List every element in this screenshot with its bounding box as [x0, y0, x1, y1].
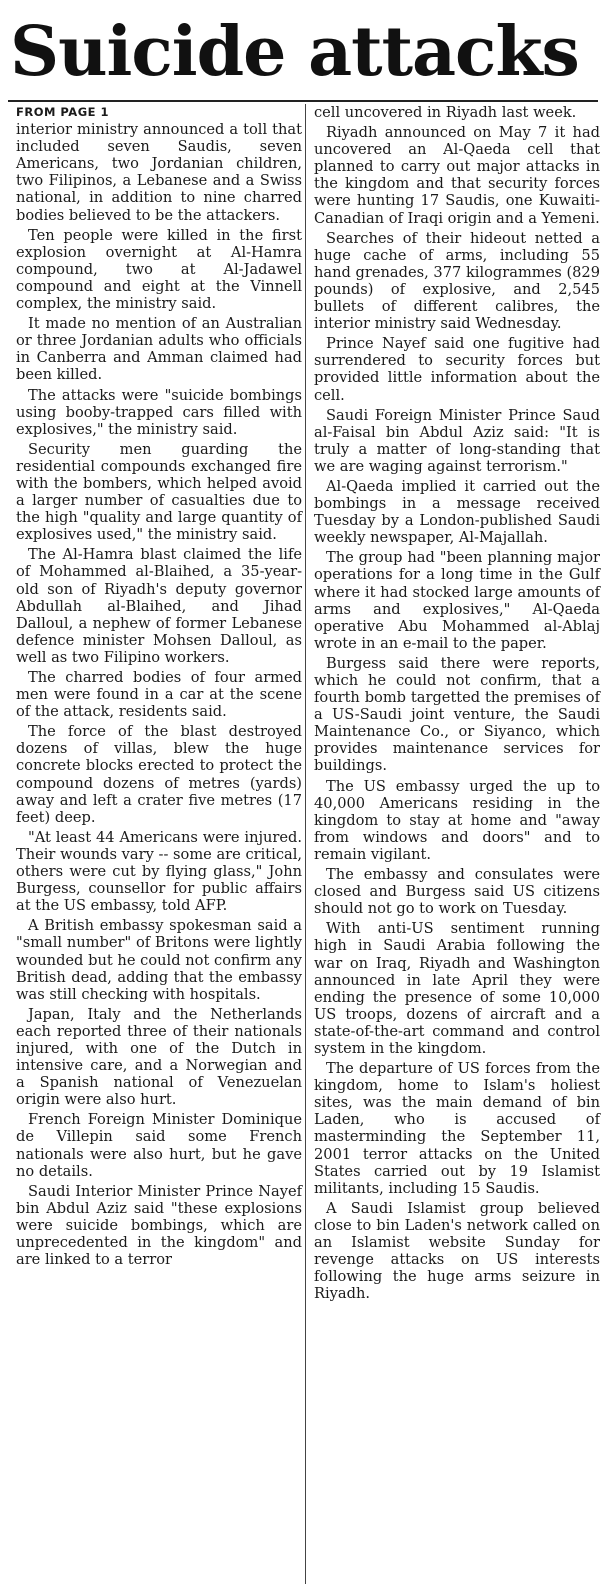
- paragraph: Japan, Italy and the Netherlands each reported three of their nationals injured, with one of the Dutch in intensive care, and a Norwegian and a Spanish national of Venezuelan origin were also hurt.: [16, 1005, 302, 1109]
- paragraph: It made no mention of an Australian or three Jordanian adults who officials in Canberra and Amman claimed had been killed.: [16, 315, 302, 384]
- paragraph: Ten people were killed in the first explosion overnight at Al-Hamra compound, two at Al-Jadawel compound and eight at the Vinnell complex, the ministry said.: [16, 226, 302, 313]
- left-column: [16, 104, 302, 1271]
- paragraph: A British embassy spokesman said a "small number" of Britons were lightly wounded but he could not confirm any British dead, adding that the embassy was still checking with hospitals.: [16, 917, 302, 1003]
- headline-rule: [8, 100, 598, 102]
- paragraph: Saudi Interior Minister Prince Nayef bin Abdul Aziz said "these explosions were suicide bombings, which are unprecedented in the kingdom" and are linked to a terror: [16, 1182, 302, 1269]
- paragraph: Prince Nayef said one fugitive had surrendered to security forces but provided little information about the cell.: [314, 335, 600, 404]
- paragraph: The charred bodies of four armed men were found in a car at the scene of the attack, residents said.: [16, 669, 302, 721]
- paragraph: Searches of their hideout netted a huge cache of arms, including 55 hand grenades, 377 kilogrammes (829 pounds) of explosive, and 2,545 bullets of different calibres, the interior ministry said Wednesday.: [314, 229, 600, 333]
- kicker-from-page: FROM PAGE 1: [16, 105, 110, 119]
- paragraph: cell uncovered in Riyadh last week.: [314, 104, 577, 121]
- paragraph: French Foreign Minister Dominique de Villepin said some French nationals were also hurt, but he gave no details.: [16, 1111, 302, 1180]
- paragraph: Saudi Foreign Minister Prince Saud al-Faisal bin Abdul Aziz said: "It is truly a matter of long-standing that we are waging against terrorism.": [314, 406, 600, 475]
- column-divider: [305, 104, 306, 1584]
- paragraph: Burgess said there were reports, which he could not confirm, that a fourth bomb targetted the premises of a US-Saudi joint venture, the Saudi Maintenance Co., or Siyanco, which provides maintenance services for buildings.: [314, 654, 600, 775]
- paragraph: Al-Qaeda implied it carried out the bombings in a message received Tuesday by a London-published Saudi weekly newspaper, Al-Majallah.: [314, 477, 600, 547]
- paragraph: The US embassy urged the up to 40,000 Americans residing in the kingdom to stay at home and "away from windows and doors" and to remain vigilant.: [314, 777, 600, 863]
- headline: Suicide attacks: [10, 12, 579, 92]
- paragraph: The Al-Hamra blast claimed the life of Mohammed al-Blaihed, a 35-year-old son of Riyadh's deputy governor Abdullah al-Blaihed, and Jihad Dalloul, a nephew of former Lebanese defence minister Mohsen Dalloul, as well as two Filipino workers.: [16, 546, 302, 666]
- paragraph: A Saudi Islamist group believed close to bin Laden's network called on an Islamist website Sunday for revenge attacks on US interests following the huge arms seizure in Riyadh.: [314, 1199, 600, 1303]
- right-column: [314, 104, 600, 1305]
- paragraph: With anti-US sentiment running high in Saudi Arabia following the war on Iraq, Riyadh and Washington announced in late April they were ending the presence of some 10,000 US troops, dozens of aircraft and a state-of-the-art command and control system in the kingdom.: [314, 920, 600, 1057]
- paragraph: The embassy and consulates were closed and Burgess said US citizens should not go to work on Tuesday.: [314, 866, 600, 918]
- paragraph: The attacks were "suicide bombings using booby-trapped cars filled with explosives," the ministry said.: [16, 386, 302, 438]
- paragraph: "At least 44 Americans were injured. Their wounds vary -- some are critical, others were cut by flying glass," John Burgess, counsellor for public affairs at the US embassy, told AFP.: [16, 828, 302, 915]
- paragraph: The departure of US forces from the kingdom, home to Islam's holiest sites, was the main demand of bin Laden, who is accused of masterminding the September 11, 2001 terror attacks on the United States carried out by 19 Islamist militants, including 15 Saudis.: [314, 1060, 600, 1197]
- paragraph: The force of the blast destroyed dozens of villas, blew the huge concrete blocks erected to protect the compound dozens of metres (yards) away and left a crater five metres (17 feet) deep.: [16, 723, 302, 826]
- paragraph: Riyadh announced on May 7 it had uncovered an Al-Qaeda cell that planned to carry out major attacks in the kingdom and that security forces were hunting 17 Saudis, one Kuwaiti-Canadian of Iraqi origin and a Yemeni.: [314, 124, 600, 227]
- paragraph: Security men guarding the residential compounds exchanged fire with the bombers, which helped avoid a larger number of casualties due to the high "quality and large quantity of explosives used," the ministry said.: [16, 440, 302, 544]
- paragraph: The group had "been planning major operations for a long time in the Gulf where it had stocked large amounts of arms and explosives," Al-Qaeda operative Abu Mohammed al-Ablaj wrote in an e-mail to the paper.: [314, 549, 600, 652]
- paragraph: interior ministry announced a toll that included seven Saudis, seven Americans, two Jordanian children, two Filipinos, a Lebanese and a Swiss national, in addition to nine charred bodies believed to be the attackers.: [16, 121, 302, 224]
